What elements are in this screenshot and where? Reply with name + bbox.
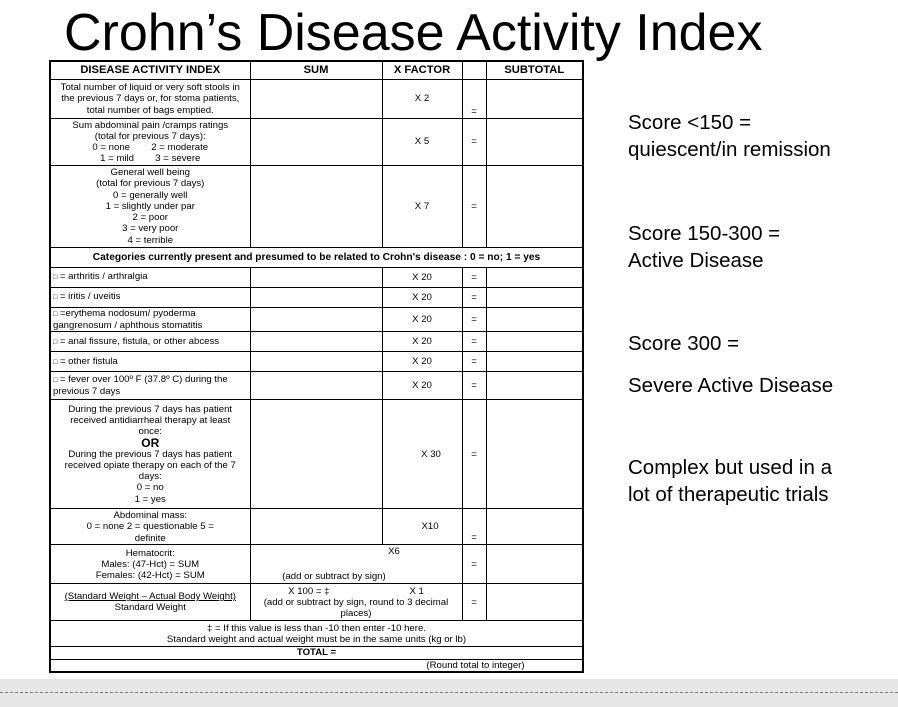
pain-label: Sum abdominal pain /cramps ratings (total for previous 7 days): 0 = none 2 = moderate 1 = mild 3 = severe xyxy=(50,119,250,166)
header-index: DISEASE ACTIVITY INDEX xyxy=(50,61,250,80)
fistula-factor: X 20 xyxy=(382,352,462,372)
checkbox-icon: □ xyxy=(53,338,58,346)
fever-subtotal[interactable] xyxy=(486,372,583,400)
row-erythema xyxy=(50,308,583,332)
remission-note: Score <150 = quiescent/in remission xyxy=(628,111,831,161)
therapy-sum[interactable] xyxy=(250,400,382,509)
mass-label: Abdominal mass: 0 = none 2 = questionable 5 = definite xyxy=(50,509,250,545)
complexity-note: Complex but used in a lot of therapeutic trials xyxy=(628,456,832,506)
pain-factor: X 5 xyxy=(382,119,462,166)
row-fever xyxy=(50,372,583,400)
fever-factor: X 20 xyxy=(382,372,462,400)
checkbox-icon: □ xyxy=(53,377,58,385)
row-hematocrit xyxy=(50,545,583,584)
mass-factor: X10 xyxy=(382,509,462,545)
stools-subtotal[interactable] xyxy=(486,80,583,119)
checkbox-icon: □ xyxy=(53,274,58,282)
severe-note: Score 300 = Severe Active Disease xyxy=(628,332,834,397)
iritis-sum[interactable] xyxy=(250,288,382,308)
row-fissure xyxy=(50,332,583,352)
erythema-sum[interactable] xyxy=(250,308,382,332)
row-therapy xyxy=(50,400,583,509)
row-total-note xyxy=(50,659,583,672)
wellbeing-eq: = xyxy=(462,166,486,248)
fever-sum[interactable] xyxy=(250,372,382,400)
categories-heading: Categories currently present and presumed to be related to Crohn's disease : 0 = no; 1 = yes xyxy=(50,248,583,268)
total-note: (Round total to integer) xyxy=(50,659,583,672)
header-factor: X FACTOR xyxy=(382,61,462,80)
weight-sum-factor[interactable] xyxy=(250,584,462,621)
fissure-eq: = xyxy=(462,332,486,352)
iritis-factor: X 20 xyxy=(382,288,462,308)
weight-label: (Standard Weight – Actual Body Weight) Standard Weight xyxy=(50,584,250,621)
header-eq xyxy=(462,61,486,80)
wellbeing-label: General well being (total for previous 7 days) 0 = generally well 1 = slightly under par 2 = poor 3 = very poor 4 = terrible xyxy=(50,166,250,248)
row-categories xyxy=(50,248,583,268)
erythema-eq: = xyxy=(462,308,486,332)
total-label: TOTAL = xyxy=(50,647,583,659)
row-pain xyxy=(50,119,583,166)
row-weight xyxy=(50,584,583,621)
arthritis-factor: X 20 xyxy=(382,268,462,288)
erythema-subtotal[interactable] xyxy=(486,308,583,332)
therapy-eq: = xyxy=(462,400,486,509)
weight-subtotal[interactable] xyxy=(486,584,583,621)
therapy-factor: X 30 xyxy=(382,400,462,509)
fistula-label: □ = other fistula xyxy=(50,352,250,372)
checkbox-icon: □ xyxy=(53,294,58,302)
fistula-sum[interactable] xyxy=(250,352,382,372)
pain-eq: = xyxy=(462,119,486,166)
arthritis-label: □ = arthritis / arthralgia xyxy=(50,268,250,288)
row-fistula xyxy=(50,352,583,372)
fever-label: □ = fever over 100º F (37.8º C) during the previous 7 days xyxy=(50,372,250,400)
stools-eq: = xyxy=(462,80,486,119)
cdai-table xyxy=(49,60,584,673)
row-total xyxy=(50,647,583,659)
checkbox-icon: □ xyxy=(53,358,58,366)
checkbox-icon: □ xyxy=(53,311,58,318)
fissure-subtotal[interactable] xyxy=(486,332,583,352)
weight-note: (add or subtract by sign, round to 3 decimal places) xyxy=(263,596,449,619)
fissure-label: □ = anal fissure, fistula, or other abcess xyxy=(50,332,250,352)
active-note: Score 150-300 = Active Disease xyxy=(628,222,781,272)
therapy-subtotal[interactable] xyxy=(486,400,583,509)
therapy-label: During the previous 7 days has patient received antidiarrheal therapy at least once: OR During the previous 7 days has patient received opiate therapy on each of the 7 days: 0 = no 1 = yes xyxy=(50,400,250,509)
pain-sum[interactable] xyxy=(250,119,382,166)
fissure-factor: X 20 xyxy=(382,332,462,352)
weight-eq: = xyxy=(462,584,486,621)
pain-subtotal[interactable] xyxy=(486,119,583,166)
hematocrit-sum-factor[interactable] xyxy=(250,545,462,584)
mass-sum[interactable] xyxy=(250,509,382,545)
header-subtotal: SUBTOTAL xyxy=(486,61,583,80)
footnote: ‡ = If this value is less than -10 then enter -10 here. Standard weight and actual weight must be in the same units (kg or lb) xyxy=(50,621,583,647)
mass-eq: = xyxy=(462,509,486,545)
arthritis-sum[interactable] xyxy=(250,268,382,288)
hematocrit-factor: X6 xyxy=(388,546,400,558)
stools-sum[interactable] xyxy=(250,80,382,119)
hematocrit-eq: = xyxy=(462,545,486,584)
wellbeing-sum[interactable] xyxy=(250,166,382,248)
arthritis-eq: = xyxy=(462,268,486,288)
weight-factor-b: X 1 xyxy=(409,585,424,597)
row-wellbeing xyxy=(50,166,583,248)
iritis-label: □ = iritis / uveitis xyxy=(50,288,250,308)
bottom-dashed-divider xyxy=(0,692,898,693)
erythema-factor: X 20 xyxy=(382,308,462,332)
row-footnote xyxy=(50,621,583,647)
weight-factor-a: X 100 = ‡ xyxy=(288,585,330,597)
stools-factor: X 2 xyxy=(382,80,462,119)
wellbeing-factor: X 7 xyxy=(382,166,462,248)
row-stools xyxy=(50,80,583,119)
hematocrit-note: (add or subtract by sign) xyxy=(282,571,386,583)
iritis-eq: = xyxy=(462,288,486,308)
hematocrit-label: Hematocrit: Males: (47-Hct) = SUM Females: (42-Hct) = SUM xyxy=(50,545,250,584)
bottom-band xyxy=(0,679,898,707)
arthritis-subtotal[interactable] xyxy=(486,268,583,288)
wellbeing-subtotal[interactable] xyxy=(486,166,583,248)
mass-subtotal[interactable] xyxy=(486,509,583,545)
row-arthritis xyxy=(50,268,583,288)
stools-label: Total number of liquid or very soft stools in the previous 7 days or, for stoma patients, total number of bags emptied. xyxy=(50,80,250,119)
header-sum: SUM xyxy=(250,61,382,80)
header-row xyxy=(50,61,583,80)
row-mass xyxy=(50,509,583,545)
row-iritis xyxy=(50,288,583,308)
fever-eq: = xyxy=(462,372,486,400)
fistula-eq: = xyxy=(462,352,486,372)
fistula-subtotal[interactable] xyxy=(486,352,583,372)
page-title: Crohn’s Disease Activity Index xyxy=(64,4,763,62)
iritis-subtotal[interactable] xyxy=(486,288,583,308)
fissure-sum[interactable] xyxy=(250,332,382,352)
hematocrit-subtotal[interactable] xyxy=(486,545,583,584)
erythema-label: □ =erythema nodosum/ pyoderma gangrenosum / aphthous stomatitis xyxy=(50,308,250,332)
